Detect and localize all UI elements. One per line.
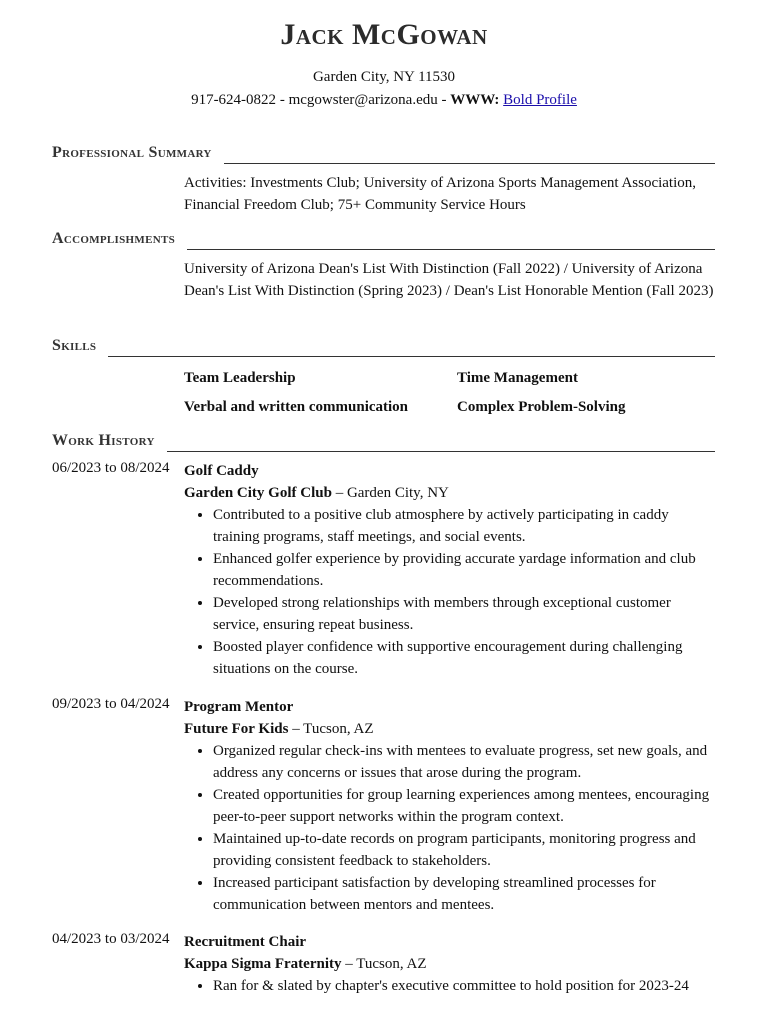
- job-dates: 04/2023 to 03/2024: [52, 931, 170, 947]
- job-title: Golf Caddy: [184, 463, 259, 479]
- job-bullets: [184, 975, 716, 997]
- email: mcgowster@arizona.edu: [288, 92, 438, 108]
- separator: -: [276, 92, 289, 108]
- phone: 917-624-0822: [191, 92, 277, 108]
- job-entry: [184, 460, 716, 680]
- section-rule: [187, 249, 715, 250]
- company-name: Garden City Golf Club: [184, 485, 332, 501]
- job-bullet: • Enhanced golfer experience by providing accurate yardage information and club recommendations.: [213, 548, 716, 592]
- job-bullet: • Boosted player confidence with supportive encouragement during challenging situations on the course.: [213, 636, 716, 680]
- company-name: Future For Kids: [184, 721, 289, 737]
- company-name: Kappa Sigma Fraternity: [184, 956, 342, 972]
- job-title: Recruitment Chair: [184, 934, 307, 950]
- job-dates: 09/2023 to 04/2024: [52, 696, 170, 712]
- job-entry: [184, 931, 716, 997]
- job-bullet: • Organized regular check-ins with mentees to evaluate progress, set new goals, and address any concerns or issues that arose during the program.: [213, 740, 716, 784]
- section-skills: [52, 333, 715, 355]
- job-entry: [184, 696, 716, 916]
- bold-profile-link[interactable]: Bold Profile: [503, 92, 577, 108]
- section-work-history: [52, 428, 715, 450]
- skill-item: Time Management: [457, 370, 578, 386]
- www-label: WWW:: [450, 92, 500, 108]
- contact-line: [0, 92, 768, 109]
- job-bullet: • Maintained up-to-date records on program participants, monitoring progress and providing consistent feedback to stakeholders.: [213, 828, 716, 872]
- candidate-name: Jack McGowan: [280, 18, 488, 51]
- job-location: – Tucson, AZ: [341, 956, 427, 972]
- section-accomplishments: [52, 226, 715, 248]
- section-title: Work History: [52, 432, 155, 449]
- job-employer: [184, 482, 716, 504]
- job-bullet: • Created opportunities for group learning experiences among mentees, encouraging peer-to-peer support networks within the program context.: [213, 784, 716, 828]
- job-bullet: • Contributed to a positive club atmosphere by actively participating in caddy training programs, staff meetings, and social events.: [213, 504, 716, 548]
- skill-item: Team Leadership: [184, 370, 296, 386]
- job-location: – Garden City, NY: [331, 485, 449, 501]
- job-bullet: • Ran for & slated by chapter's executive committee to hold position for 2023-24: [213, 975, 716, 997]
- job-employer: [184, 953, 716, 975]
- summary-text: Activities: Investments Club; University of Arizona Sports Management Association, Financial Freedom Club; 75+ Community Service Hours: [184, 175, 697, 213]
- address: Garden City, NY 11530: [312, 69, 456, 85]
- job-employer: [184, 718, 716, 740]
- job-bullet: • Developed strong relationships with members through exceptional customer service, ensuring repeat business.: [213, 592, 716, 636]
- skill-item: Verbal and written communication: [184, 399, 409, 415]
- separator: -: [437, 92, 451, 108]
- job-bullets: [184, 504, 716, 680]
- section-title: Skills: [52, 337, 97, 354]
- section-rule: [108, 356, 715, 357]
- accomplishments-text: University of Arizona Dean's List With Distinction (Fall 2022) / University of Arizona Dean's List With Distinction (Spring 2023) / Dean's List Honorable Mention (Fall 2023): [184, 261, 714, 299]
- job-title: Program Mentor: [184, 699, 294, 715]
- job-bullets: [184, 740, 716, 916]
- skill-item: Complex Problem-Solving: [457, 399, 626, 415]
- job-location: – Tucson, AZ: [288, 721, 374, 737]
- section-rule: [224, 163, 715, 164]
- job-dates: 06/2023 to 08/2024: [52, 460, 170, 476]
- section-title: Professional Summary: [52, 144, 212, 161]
- section-professional-summary: [52, 140, 715, 162]
- section-rule: [167, 451, 715, 452]
- job-bullet: • Increased participant satisfaction by developing streamlined processes for communication between mentors and mentees.: [213, 872, 716, 916]
- section-title: Accomplishments: [52, 230, 176, 247]
